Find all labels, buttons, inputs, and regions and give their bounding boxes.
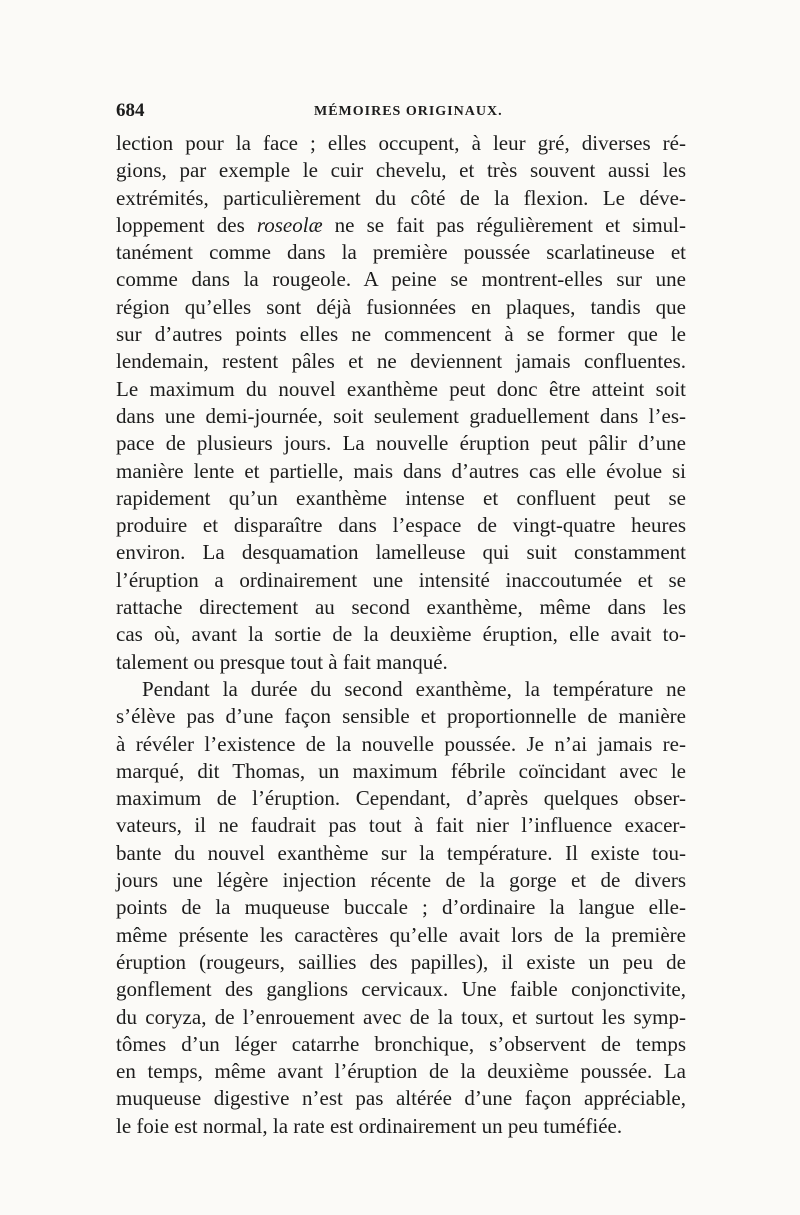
italic-term: roseolæ — [256, 212, 323, 237]
text-line: Pendant la durée du second exanthème, la température ne — [142, 676, 686, 701]
page-number: 684 — [116, 100, 145, 121]
text-line: cas où, avant la sortie de la deuxième éruption, elle avait to- — [116, 622, 686, 647]
body-text — [116, 130, 686, 1140]
text-line: maximum de l’éruption. Cependant, d’après quelques obser- — [116, 786, 686, 811]
text-line: même présente les caractères qu’elle avait lors de la première — [116, 922, 686, 947]
text-line: le foie est normal, la rate est ordinairement un peu tuméfiée. — [116, 1113, 623, 1138]
running-title: MÉMOIRES ORIGINAUX. — [314, 104, 503, 119]
text-line: loppement des roseolæ ne se fait pas régulièrement et simul- — [116, 212, 686, 237]
running-head — [116, 98, 686, 124]
text-line: environ. La desquamation lamelleuse qui suit constamment — [116, 540, 686, 565]
text-line: vateurs, il ne faudrait pas tout à fait nier l’influence exacer- — [116, 813, 686, 838]
text-line: comme dans la rougeole. A peine se montrent-elles sur une — [116, 267, 686, 292]
text-line: région qu’elles sont déjà fusionnées en plaques, tandis que — [116, 294, 686, 319]
text-line: tanément comme dans la première poussée scarlatineuse et — [116, 240, 686, 265]
text-line: en temps, même avant l’éruption de la deuxième poussée. La — [116, 1059, 686, 1084]
text-line: dans une demi-journée, soit seulement graduellement dans l’es- — [116, 403, 686, 428]
text-line: points de la muqueuse buccale ; d’ordinaire la langue elle- — [116, 895, 686, 920]
text-line: s’élève pas d’une façon sensible et proportionnelle de manière — [116, 704, 686, 729]
text-line: produire et disparaître dans l’espace de vingt-quatre heures — [116, 513, 686, 538]
text-line: extrémités, particulièrement du côté de la flexion. Le déve- — [116, 185, 686, 210]
text-line: gions, par exemple le cuir chevelu, et très souvent aussi les — [116, 158, 686, 183]
text-line: lection pour la face ; elles occupent, à leur gré, diverses ré- — [116, 131, 686, 155]
text-line: à révéler l’existence de la nouvelle poussée. Je n’ai jamais re- — [116, 731, 686, 756]
text-line: rattache directement au second exanthème, même dans les — [116, 595, 686, 620]
text-line: l’éruption a ordinairement une intensité inaccoutumée et se — [116, 567, 686, 592]
text-line: muqueuse digestive n’est pas altérée d’une façon appréciable, — [116, 1086, 686, 1111]
text-line: Le maximum du nouvel exanthème peut donc être atteint soit — [116, 376, 686, 401]
text-line: jours une légère injection récente de la gorge et de divers — [116, 868, 686, 893]
text-line: rapidement qu’un exanthème intense et confluent peut se — [116, 485, 686, 510]
text-line: pace de plusieurs jours. La nouvelle éruption peut pâlir d’une — [116, 431, 686, 456]
text-line: éruption (rougeurs, saillies des papilles), il existe un peu de — [116, 949, 686, 974]
text-line: manière lente et partielle, mais dans d’autres cas elle évolue si — [116, 458, 686, 483]
text-line: bante du nouvel exanthème sur la température. Il existe tou- — [116, 840, 686, 865]
text-line: tômes d’un léger catarrhe bronchique, s’observent de temps — [116, 1031, 686, 1056]
text-line: gonflement des ganglions cervicaux. Une faible conjonctivite, — [116, 977, 686, 1002]
text-line: talement ou presque tout à fait manqué. — [116, 649, 448, 674]
text-line: du coryza, de l’enrouement avec de la toux, et surtout les symp- — [116, 1004, 686, 1029]
text-line: marqué, dit Thomas, un maximum fébrile coïncidant avec le — [116, 758, 686, 783]
text-line: lendemain, restent pâles et ne deviennent jamais confluentes. — [116, 349, 686, 374]
text-line: sur d’autres points elles ne commencent à se former que le — [116, 322, 686, 347]
